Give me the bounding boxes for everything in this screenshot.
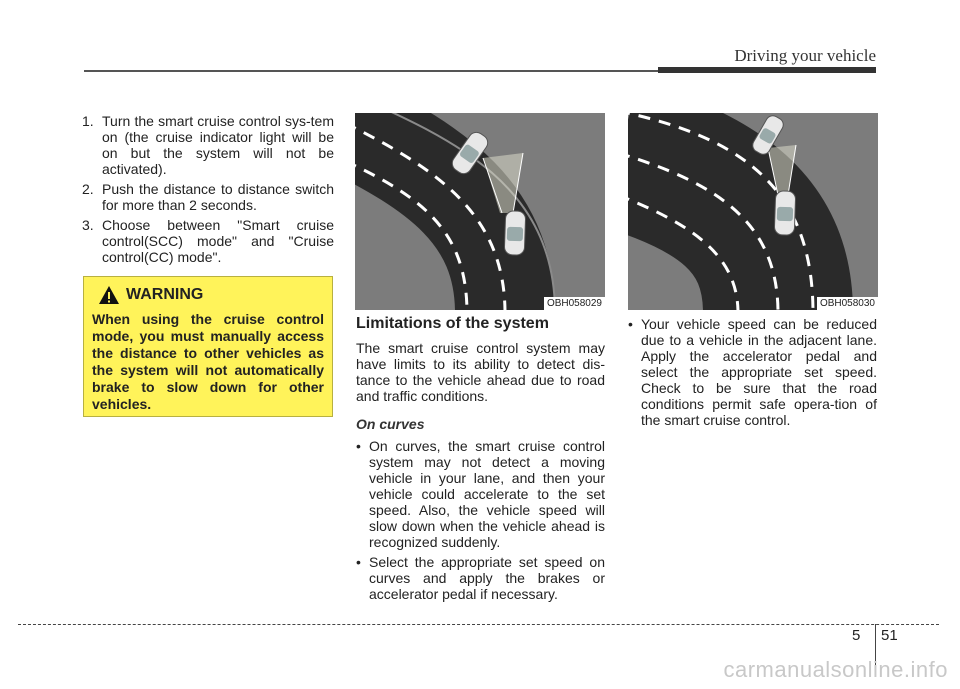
warning-heading: WARNING [98,285,324,305]
list-item: • On curves, the smart cruise control system may not detect a moving vehicle in your lane, and then your vehicle could accelerate to the set speed. Also, the vehicle speed will slow down when the vehicle ahead is recognized suddenly. [356,438,605,550]
step-item: 3. Choose between "Smart cruise control(SCC) mode" and "Cruise control(CC) mode". [82,217,334,265]
two-lane-road-illustration [628,113,878,310]
warning-box [83,276,333,417]
header-rule [84,70,662,72]
page-header-title: Driving your vehicle [734,46,876,65]
list-item: • Select the appropriate set speed on curves and apply the brakes or accelerator pedal if necessary. [356,554,605,602]
page-number: 51 [881,627,898,644]
section-title: Limitations of the system [356,315,549,332]
step-item: 1. Turn the smart cruise control sys-tem on (the cruise indicator light will be on but the system will not be activated). [82,113,334,177]
watermark: carmanualsonline.info [723,657,948,682]
curve-road-illustration [355,113,605,310]
warning-text: When using the cruise control mode, you must manually access the distance to other vehicles as the system will not automatically brake to slow down for other vehicles. [92,311,324,412]
figure-code: OBH058029 [544,297,605,310]
header-rule-accent [658,67,876,73]
warning-triangle-icon [98,285,120,305]
instruction-steps [82,113,334,269]
limitations-section [356,316,605,606]
footer-rule [18,624,939,625]
adjacent-lane-note [628,316,877,432]
figure-curve-single-lane [355,113,605,310]
step-item: 2. Push the distance to distance switch for more than 2 seconds. [82,181,334,213]
figure-code: OBH058030 [817,297,878,310]
section-number: 5 [852,627,861,644]
section-intro: The smart cruise control system may have limits to its ability to detect dis-tance to the vehicle ahead due to road and traffic conditions. [356,340,605,404]
subsection-heading: On curves [356,416,425,432]
figure-curve-adjacent-lane [628,113,878,310]
list-item: • Your vehicle speed can be reduced due to a vehicle in the adjacent lane. Apply the accelerator pedal and select the appropriate set speed. Check to be sure that the road conditions permit safe opera-tion of the smart cruise control. [628,316,877,428]
